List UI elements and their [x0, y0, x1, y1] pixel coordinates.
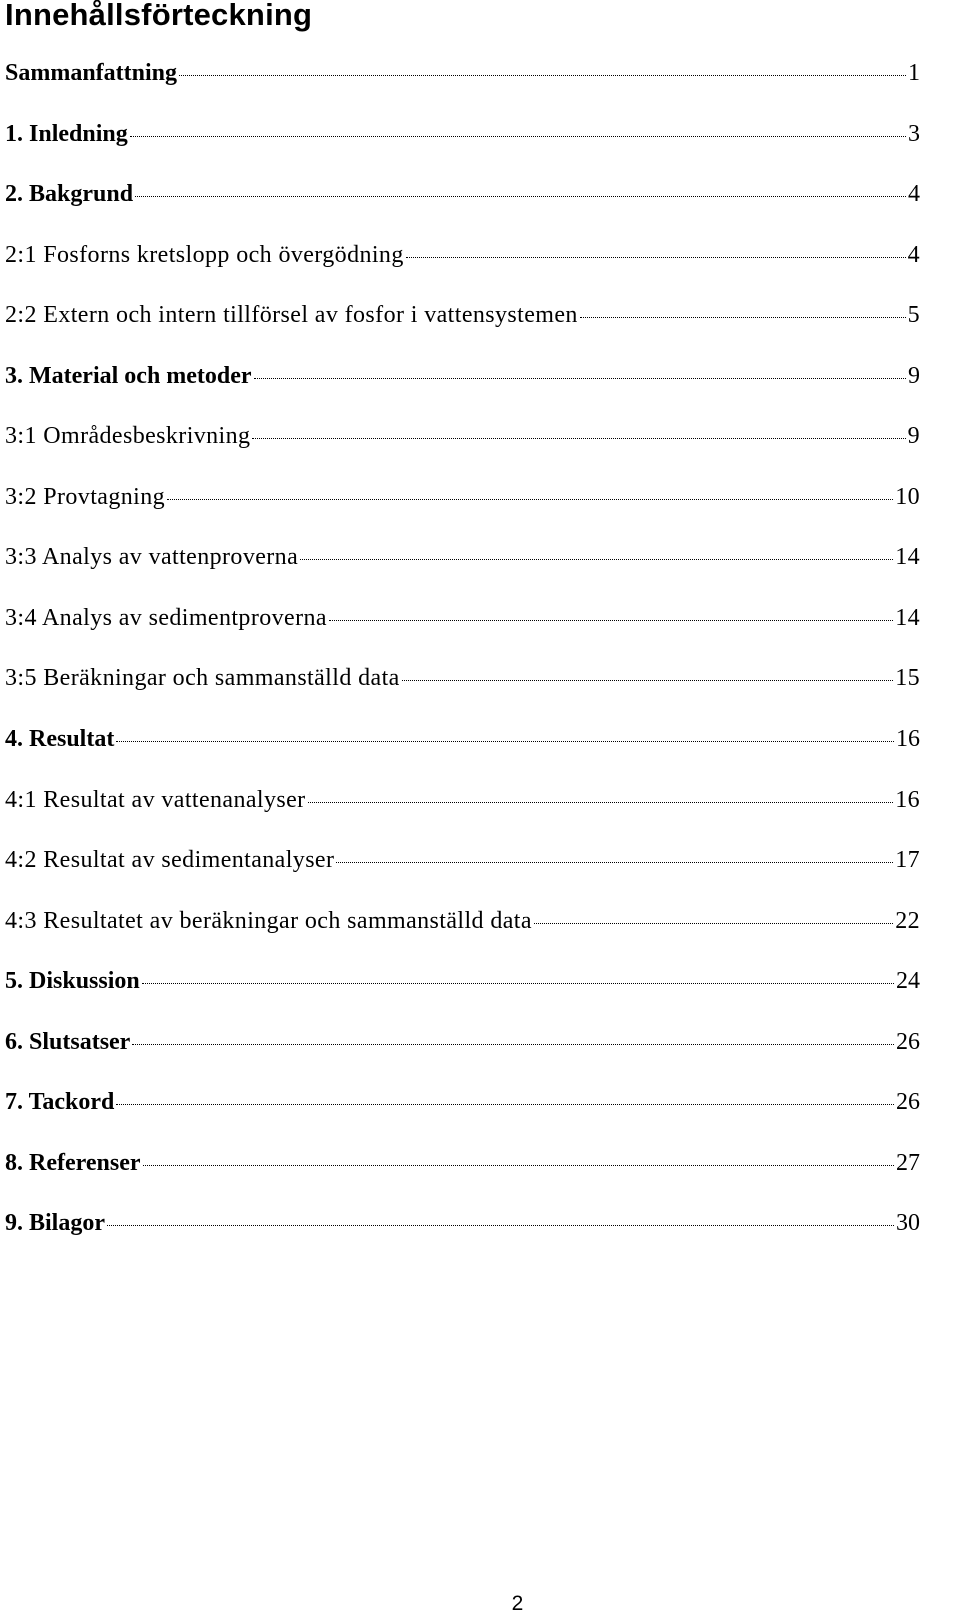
toc-entry-label: 2:1 Fosforns kretslopp och övergödning	[5, 241, 404, 268]
toc-entry-page: 14	[895, 604, 920, 631]
toc-entry-label: 1. Inledning	[5, 120, 128, 147]
table-of-contents	[5, 60, 920, 1271]
toc-entry-label: 7. Tackord	[5, 1089, 115, 1116]
toc-entry-label: 3:2 Provtagning	[5, 483, 165, 510]
toc-entry[interactable]	[5, 484, 920, 545]
toc-entry-label: 4:3 Resultatet av beräkningar och sammanställd data	[5, 907, 532, 934]
toc-entry-label: 2:2 Extern och intern tillförsel av fosfor i vattensystemen	[5, 302, 578, 329]
toc-entry[interactable]	[5, 544, 920, 605]
toc-leader-dots	[252, 436, 905, 439]
toc-entry[interactable]	[5, 968, 920, 1029]
toc-entry-label: 9. Bilagor	[5, 1210, 105, 1237]
page-title: Innehållsförteckning	[5, 0, 313, 32]
toc-leader-dots	[116, 739, 894, 742]
toc-entry[interactable]	[5, 60, 920, 121]
toc-leader-dots	[142, 981, 894, 984]
toc-entry-label: 2. Bakgrund	[5, 181, 134, 208]
toc-entry-page: 9	[907, 423, 920, 450]
toc-entry-label: 4:1 Resultat av vattenanalyser	[5, 786, 306, 813]
toc-entry-page: 5	[907, 302, 920, 329]
toc-entry-page: 17	[895, 847, 920, 874]
toc-entry-page: 30	[896, 1210, 920, 1237]
toc-entry-label: 3:1 Områdesbeskrivning	[5, 423, 251, 450]
toc-leader-dots	[308, 800, 894, 803]
toc-entry[interactable]	[5, 665, 920, 726]
toc-entry[interactable]	[5, 1210, 920, 1271]
toc-entry-label: Sammanfattning	[5, 60, 178, 86]
toc-leader-dots	[167, 497, 893, 500]
toc-entry-page: 3	[908, 120, 920, 147]
toc-entry[interactable]	[5, 363, 920, 424]
toc-entry[interactable]	[5, 242, 920, 303]
toc-entry-page: 26	[896, 1028, 920, 1055]
toc-entry-page: 16	[896, 726, 920, 753]
toc-entry-page: 16	[895, 786, 920, 813]
toc-leader-dots	[336, 860, 893, 863]
toc-entry[interactable]	[5, 605, 920, 666]
toc-entry[interactable]	[5, 423, 920, 484]
toc-entry-label: 4. Resultat	[5, 726, 115, 753]
toc-leader-dots	[107, 1223, 894, 1226]
toc-entry[interactable]	[5, 787, 920, 848]
toc-entry[interactable]	[5, 847, 920, 908]
toc-entry-label: 3:5 Beräkningar och sammanställd data	[5, 665, 400, 692]
toc-entry-page: 1	[908, 60, 920, 86]
toc-leader-dots	[116, 1102, 894, 1105]
toc-entry-page: 14	[895, 544, 920, 571]
toc-entry-label: 5. Diskussion	[5, 968, 140, 995]
toc-entry-page: 4	[908, 181, 920, 208]
toc-entry-label: 4:2 Resultat av sedimentanalyser	[5, 847, 335, 874]
toc-entry[interactable]	[5, 908, 920, 969]
toc-entry-page: 10	[895, 483, 920, 510]
toc-leader-dots	[179, 73, 906, 76]
toc-entry-label: 3. Material och metoder	[5, 362, 252, 389]
toc-leader-dots	[329, 618, 893, 621]
toc-leader-dots	[534, 921, 893, 924]
toc-leader-dots	[402, 678, 894, 681]
toc-entry-label: 3:3 Analys av vattenproverna	[5, 544, 299, 571]
toc-entry-page: 24	[896, 968, 920, 995]
toc-leader-dots	[300, 557, 893, 560]
toc-entry-page: 9	[908, 362, 920, 389]
toc-entry-page: 4	[907, 241, 920, 268]
toc-entry[interactable]	[5, 302, 920, 363]
toc-entry-label: 6. Slutsatser	[5, 1028, 131, 1055]
toc-entry[interactable]	[5, 1029, 920, 1090]
toc-leader-dots	[132, 1042, 894, 1045]
toc-leader-dots	[406, 255, 906, 258]
toc-entry-page: 15	[895, 665, 920, 692]
toc-entry-label: 8. Referenser	[5, 1149, 141, 1176]
toc-entry-label: 3:4 Analys av sedimentproverna	[5, 604, 327, 631]
page-number: 2	[511, 1592, 524, 1615]
toc-leader-dots	[580, 315, 906, 318]
toc-entry[interactable]	[5, 726, 920, 787]
toc-entry[interactable]	[5, 181, 920, 242]
toc-entry-page: 22	[895, 907, 920, 934]
toc-entry-page: 27	[896, 1149, 920, 1176]
toc-leader-dots	[143, 1163, 895, 1166]
toc-entry-page: 26	[896, 1089, 920, 1116]
toc-leader-dots	[135, 194, 906, 197]
toc-entry[interactable]	[5, 1089, 920, 1150]
toc-entry[interactable]	[5, 121, 920, 182]
toc-entry[interactable]	[5, 1150, 920, 1211]
toc-leader-dots	[130, 134, 906, 137]
toc-leader-dots	[254, 376, 906, 379]
